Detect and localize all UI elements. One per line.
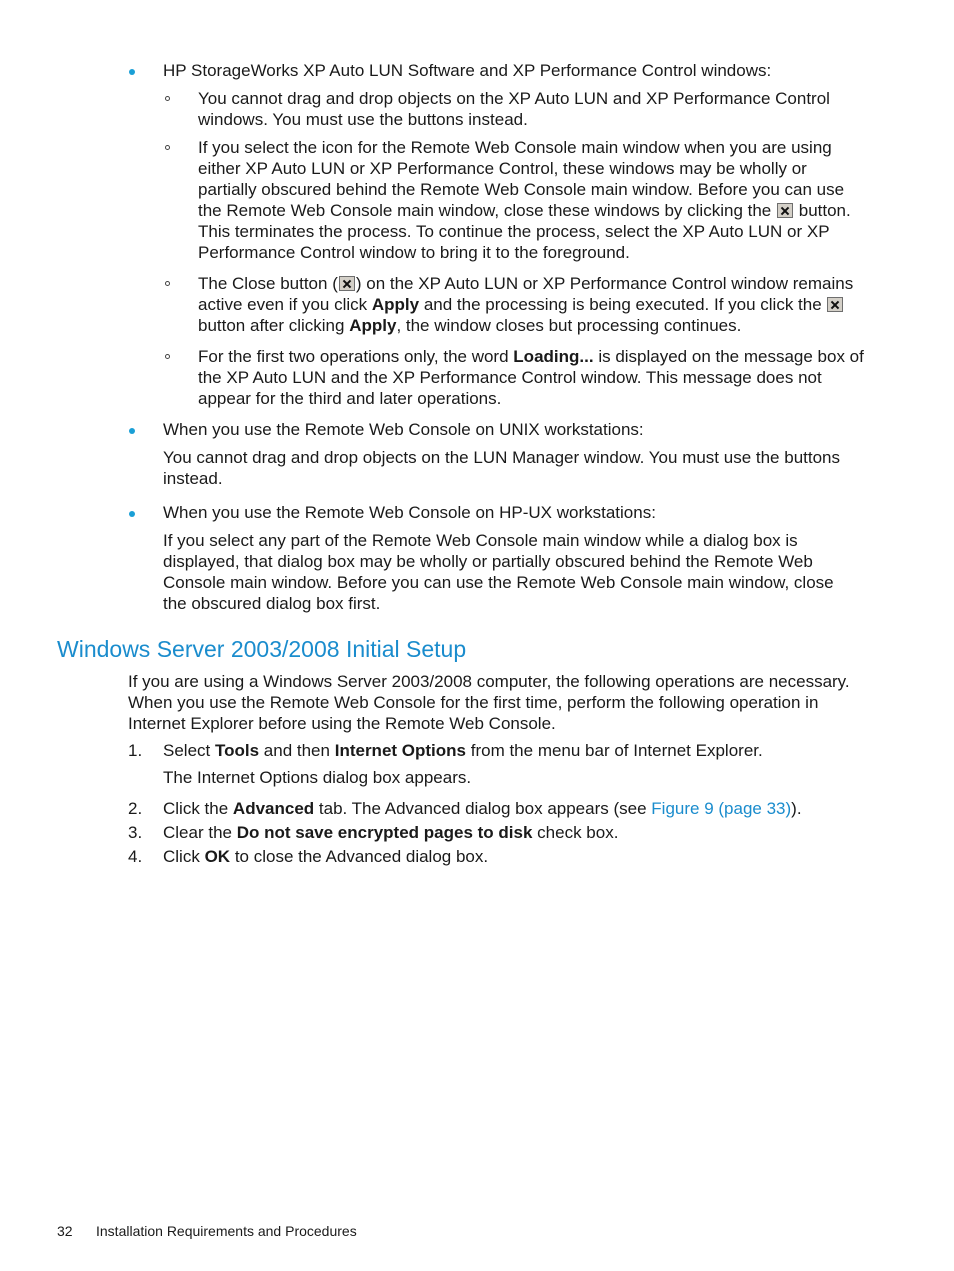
bullet-1-sub-1: You cannot drag and drop objects on the XP Auto LUN and XP Performance Control windows. You must use the buttons instead. [198,89,830,129]
step-number: 3. [128,823,143,842]
close-icon [827,297,843,312]
sub-bullet-marker [165,145,170,150]
section-intro: If you are using a Windows Server 2003/2008 computer, the following operations are necessary. When you use the Remote Web Console for the first time, perform the following operation in Internet Explorer before using the Remote Web Console. [128,672,850,733]
sub-bullet-marker [165,354,170,359]
bullet-1-sub-3: The Close button ( ) on the XP Auto LUN or XP Performance Control window remains active even if you click Apply and the processing is being executed. If you click the button after clicking Apply, the window closes but processing continues. [198,274,854,335]
bullet-2-intro: When you use the Remote Web Console on UNIX workstations: [163,420,644,439]
step-1: Select Tools and then Internet Options from the menu bar of Internet Explorer. [163,741,763,760]
bullet-1-sub-2: If you select the icon for the Remote Web Console main window when you are using either XP Auto LUN or XP Performance Control, these windows may be wholly or partially obscured behind the Remote Web Console main window. Before you can use the Remote Web Console main window, close these windows by clicking the button. This terminates the process. To continue the process, select the XP Auto LUN or XP Performance Control window to bring it to the foreground. [198,138,851,262]
advanced-label: Advanced [232,799,315,818]
bullet-1-sub-4: For the first two operations only, the word Loading... is displayed on the message box of the XP Auto LUN and the XP Performance Control window. This message does not appear for the third and later operations. [198,347,864,408]
close-icon [339,276,355,291]
internet-options-label: Internet Options [334,741,466,760]
step-3: Clear the Do not save encrypted pages to disk check box. [163,823,619,842]
step-1-note: The Internet Options dialog box appears. [163,768,472,787]
bullet-marker [129,428,135,434]
close-icon [777,203,793,218]
ok-label: OK [204,847,231,866]
figure-link[interactable]: Figure 9 (page 33) [651,799,792,818]
step-number: 4. [128,847,143,866]
apply-label: Apply [349,316,397,335]
bullet-3-body: If you select any part of the Remote Web Console main window while a dialog box is displayed, that dialog box may be wholly or partially obscured behind the Remote Web Console main window. Before you can use the Remote Web Console main window, close the obscured dialog box first. [163,531,834,613]
bullet-marker [129,511,135,517]
bullet-2-body: You cannot drag and drop objects on the LUN Manager window. You must use the buttons instead. [163,448,841,488]
step-2: Click the Advanced tab. The Advanced dialog box appears (see Figure 9 (page 33)). [163,799,802,818]
bullet-1-intro: HP StorageWorks XP Auto LUN Software and XP Performance Control windows: [163,61,772,80]
footer-title: Installation Requirements and Procedures [96,1223,357,1239]
step-4: Click OK to close the Advanced dialog box. [163,847,489,866]
loading-label: Loading... [513,347,594,366]
page-number: 32 [57,1223,73,1239]
sub-bullet-marker [165,281,170,286]
tools-label: Tools [214,741,260,760]
section-heading: Windows Server 2003/2008 Initial Setup [57,636,467,662]
step-number: 1. [128,741,143,760]
bullet-3-intro: When you use the Remote Web Console on HP-UX workstations: [163,503,656,522]
bullet-marker [129,69,135,75]
step-number: 2. [128,799,143,818]
sub-bullet-marker [165,96,170,101]
apply-label: Apply [371,295,420,314]
encrypted-pages-label: Do not save encrypted pages to disk [236,823,533,842]
